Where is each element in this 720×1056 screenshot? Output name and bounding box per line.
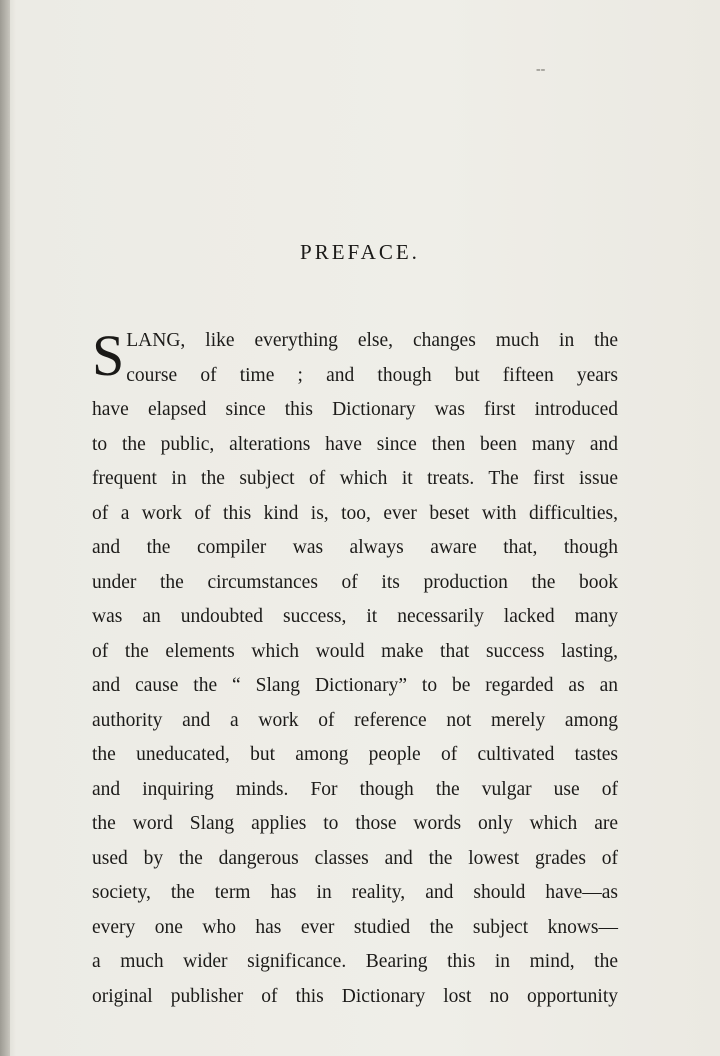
text-line-11: and cause the “ Slang Dictionary” to be regarded as an: [92, 675, 618, 696]
text-line-19: a much wider significance. Bearing this in mind, the: [92, 951, 618, 972]
first-word: LANG,: [126, 330, 186, 351]
text-line-1: [92, 324, 618, 359]
text-line-3: have elapsed since this Dictionary was first introduced: [92, 399, 618, 420]
text-line-12: authority and a work of reference not merely among: [92, 709, 618, 731]
drop-cap: S: [92, 323, 125, 388]
text-line-2: course of time ; and though but fifteen years: [126, 364, 618, 386]
text-line-20: original publisher of this Dictionary lost no opportunity: [92, 985, 618, 1007]
page-title: PREFACE.: [300, 240, 420, 264]
text-line-14: and inquiring minds. For though the vulgar use of: [92, 778, 618, 800]
binding-edge: [0, 0, 10, 1056]
text-line-4: to the public, alterations have since then been many and: [92, 433, 618, 455]
text-line-8: under the circumstances of its production the book: [92, 571, 618, 593]
text-line-17: society, the term has in reality, and should have—as: [92, 882, 618, 903]
text-line-5: frequent in the subject of which it treats. The first issue: [92, 468, 618, 489]
text-line-18: every one who has ever studied the subject knows—: [92, 916, 618, 938]
text-line-13: the uneducated, but among people of cultivated tastes: [92, 744, 618, 765]
text-line-16: used by the dangerous classes and the lowest grades of: [92, 847, 618, 869]
first-line-rest: like everything else, changes much in the: [185, 330, 618, 351]
text-line-9: was an undoubted success, it necessarily lacked many: [92, 606, 618, 627]
text-line-7: and the compiler was always aware that, though: [92, 537, 618, 558]
preface-body: [92, 324, 618, 1014]
text-line-10: of the elements which would make that success lasting,: [92, 640, 618, 662]
page-mark: --: [536, 62, 546, 77]
text-line-15: the word Slang applies to those words only which are: [92, 813, 618, 834]
text-line-6: of a work of this kind is, too, ever beset with difficulties,: [92, 502, 618, 524]
